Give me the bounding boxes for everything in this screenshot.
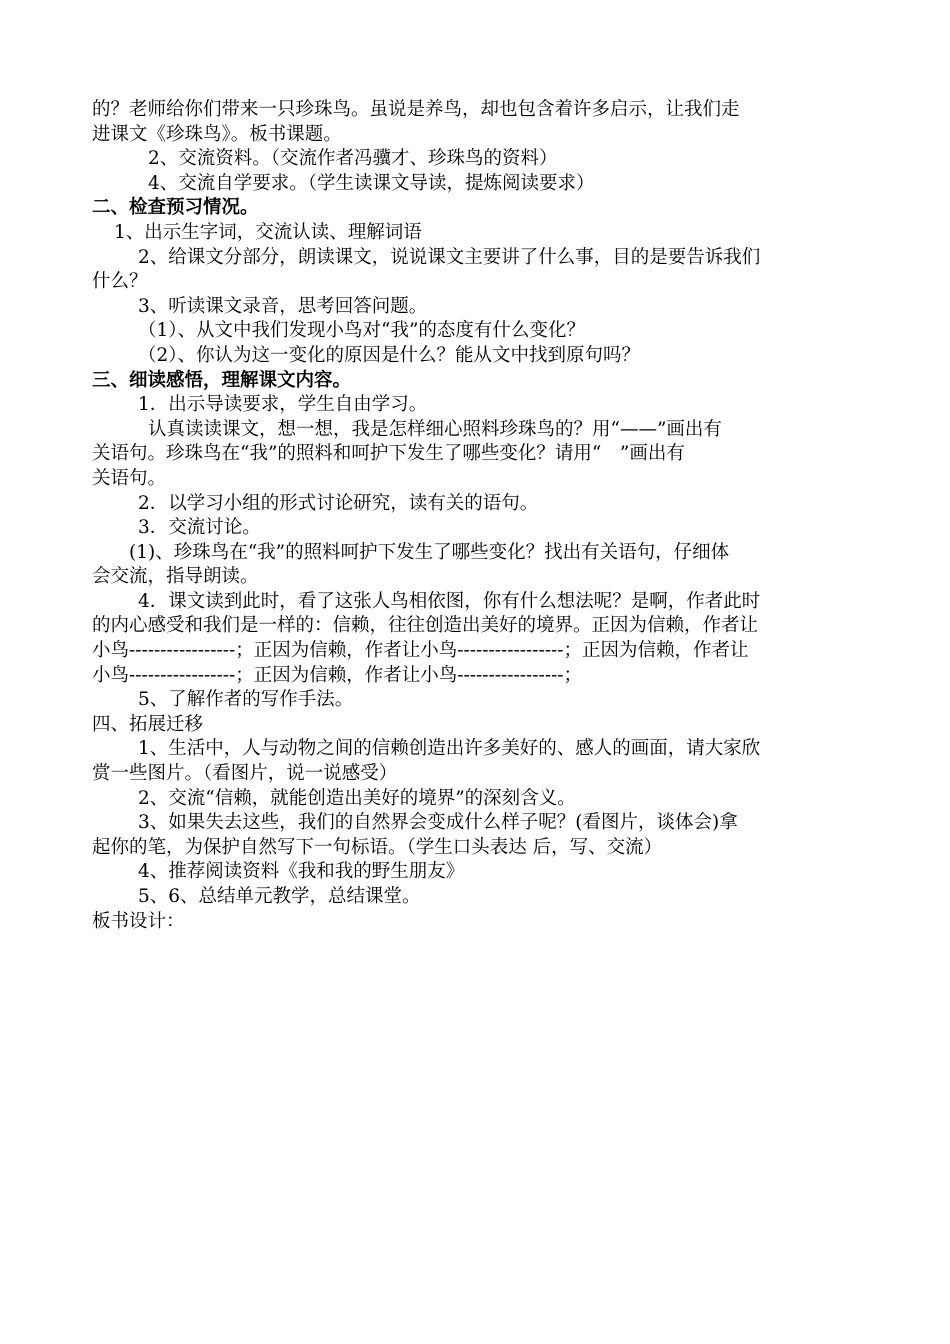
text-line: 4．课文读到此时，看了这张人鸟相依图，你有什么想法呢？是啊，作者此时 <box>138 590 761 612</box>
text-line: 5、了解作者的写作手法。 <box>138 689 354 711</box>
text-line: 3、听读课文录音，思考回答问题。 <box>138 295 428 317</box>
text-line: 会交流，指导朗读。 <box>92 566 259 588</box>
text-line: 2、交流“信赖，就能创造出美好的境界”的深刻含义。 <box>138 787 576 809</box>
text-line: （2）、你认为这一变化的原因是什么？能从文中找到原句吗？ <box>138 344 641 366</box>
text-line: 2、给课文分部分，朗读课文，说说课文主要讲了什么事，目的是要告诉我们 <box>138 246 761 268</box>
text-line: 关语句。珍珠鸟在“我”的照料和呵护下发生了哪些变化？请用“ ”画出有 <box>92 443 685 465</box>
text-line: 关语句。 <box>92 467 167 489</box>
text-line: 小鸟-----------------；正因为信赖，作者让小鸟-----------------；正因为信赖，作者让 <box>92 640 749 662</box>
text-line: 起你的笔，为保护自然写下一句标语。（学生口头表达 后，写、交流） <box>92 836 663 858</box>
text-line: 1、出示生字词，交流认读、理解词语 <box>114 221 422 243</box>
text-line: 1、生活中，人与动物之间的信赖创造出许多美好的、感人的画面，请大家欣 <box>138 738 761 760</box>
text-line: 5、6、总结单元教学，总结课堂。 <box>138 886 421 907</box>
text-line: 什么？ <box>92 271 148 293</box>
text-line: 的内心感受和我们是一样的：信赖，往往创造出美好的境界。正因为信赖，作者让 <box>92 615 759 637</box>
text-line: 4、交流自学要求。（学生读课文导读，提炼阅读要求） <box>148 172 595 194</box>
text-line: 2、交流资料。（交流作者冯骥才、珍珠鸟的资料） <box>148 148 558 170</box>
text-line: 四、拓展迁移 <box>92 713 204 735</box>
section-heading: 二、检查预习情况。 <box>92 197 259 219</box>
document-body <box>92 98 862 934</box>
text-line: (1)、珍珠鸟在“我”的照料呵护下发生了哪些变化？找出有关语句，仔细体 <box>129 541 730 563</box>
text-line: （1）、从文中我们发现小鸟对“我”的态度有什么变化？ <box>138 320 585 342</box>
text-line: 2．以学习小组的形式讨论研究，读有关的语句。 <box>138 492 539 514</box>
text-line: 1．出示导读要求，学生自由学习。 <box>138 394 428 416</box>
text-line: 板书设计： <box>92 910 185 932</box>
section-heading: 三、细读感悟，理解课文内容。 <box>92 369 352 391</box>
text-line: 3．交流讨论。 <box>138 517 261 539</box>
text-line: 赏一些图片。（看图片，说一说感受） <box>92 763 398 785</box>
text-line: 3、如果失去这些，我们的自然界会变成什么样子呢？(看图片，谈体会)拿 <box>138 812 738 834</box>
text-line: 的？老师给你们带来一只珍珠鸟。虽说是养鸟，却也包含着许多启示，让我们走 <box>92 99 740 120</box>
text-line: 进课文《珍珠鸟》。板书课题。 <box>92 123 342 145</box>
text-line: 小鸟-----------------；正因为信赖，作者让小鸟-----------------； <box>92 664 583 686</box>
text-line: 4、推荐阅读资料《我和我的野生朋友》 <box>138 861 465 883</box>
text-line: 认真读读课文，想一想，我是怎样细心照料珍珠鸟的？用“——”画出有 <box>148 418 722 440</box>
